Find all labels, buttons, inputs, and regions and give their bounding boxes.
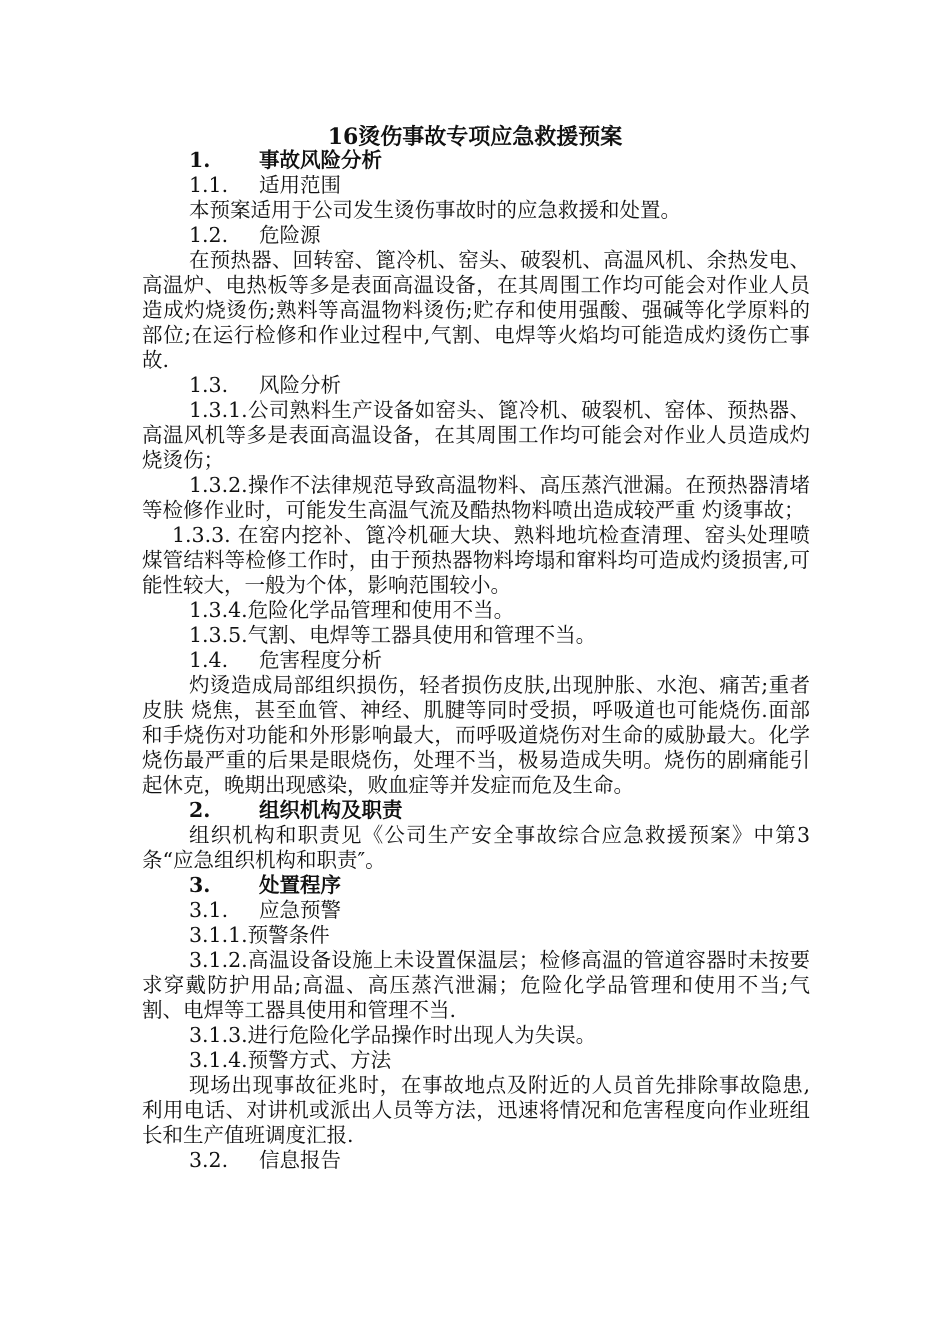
section-number: 2. (189, 798, 211, 822)
section-title: 风险分析 (259, 373, 341, 397)
document-title: 16烫伤事故专项应急救援预案 (327, 124, 623, 150)
section-title: 适用范围 (259, 173, 341, 197)
section-number: 3.2. (189, 1148, 229, 1172)
body-paragraph: 组织机构和职责见《公司生产安全事故综合应急救援预案》中第3条“应急组织机构和职责″。 (142, 823, 810, 872)
body-paragraph: 灼烫造成局部组织损伤，轻者损伤皮肤,出现肿胀、水泡、痛苦;重者皮肤 烧焦，甚至血管、神经、肌腱等同时受损，呼吸道也可能烧伤.面部和手烧伤对功能和外形影响最大，而呼吸道烧伤对生命的威胁最大。化学烧伤最严重的后果是眼烧伤，处理不当，极易造成失明。烧伤的剧痛能引 起休克，晚期出现感染，败血症等并发症而危及生命。 (142, 673, 810, 797)
body-paragraph: 1.3.1.公司熟料生产设备如窑头、篦冷机、破裂机、窑体、预热器、高温风机等多是表面高温设备，在其周围工作均可能会对作业人员造成灼烧烫伤； (142, 398, 810, 472)
section-title: 危险源 (259, 223, 321, 247)
section-title: 组织机构及职责 (259, 798, 403, 822)
section-number: 1.4. (189, 648, 229, 672)
subsection-heading (142, 373, 810, 398)
section-title: 应急预警 (259, 898, 341, 922)
section-title: 危害程度分析 (259, 648, 382, 672)
body-paragraph: 1.3.2.操作不法律规范导致高温物料、高压蒸汽泄漏。在预热器清堵等检修作业时，可能发生高温气流及酷热物料喷出造成较严重 灼烫事故； (142, 473, 810, 522)
body-paragraph: 3.1.3.进行危险化学品操作时出现人为失误。 (189, 1023, 597, 1047)
body-paragraph: 在预热器、回转窑、篦冷机、窑头、破裂机、高温风机、余热发电、高温炉、电热板等多是表面高温设备，在其周围工作均可能会对作业人员造成灼烧烫伤;熟料等高温物料烫伤;贮存和使用强酸、强碱等化学原料的部位;在运行检修和作业过程中,气割、电焊等火焰均可能造成灼烫伤亡事故. (142, 248, 810, 372)
subsection-heading (142, 223, 810, 248)
section-heading (142, 148, 810, 173)
body-paragraph: 1.3.3. 在窑内挖补、篦冷机砸大块、熟料地坑检查清理、窑头处理喷煤管结料等检修工作时，由于预热器物料垮塌和窜料均可造成灼烫损害,可能性较大，一般为个体，影响范围较小。 (142, 523, 810, 597)
section-number: 1.3. (189, 373, 229, 397)
section-title: 信息报告 (259, 1148, 341, 1172)
section-heading (142, 873, 810, 898)
section-number: 3.1. (189, 898, 229, 922)
section-heading (142, 798, 810, 823)
body-paragraph: 1.3.4.危险化学品管理和使用不当。 (189, 598, 515, 622)
body-paragraph: 3.1.4.预警方式、方法 (189, 1048, 392, 1072)
body-paragraph: 1.3.5.气割、电焊等工器具使用和管理不当。 (189, 623, 597, 647)
subsection-heading (142, 173, 810, 198)
section-number: 1.2. (189, 223, 229, 247)
section-title: 处置程序 (259, 873, 341, 897)
document-body (142, 148, 810, 1173)
subsection-heading (142, 898, 810, 923)
body-paragraph: 3.1.2.高温设备设施上未设置保温层；检修高温的管道容器时未按要求穿戴防护用品;高温、高压蒸汽泄漏；危险化学品管理和使用不当;气割、电焊等工器具使用和管理不当. (142, 948, 810, 1022)
body-paragraph: 本预案适用于公司发生烫伤事故时的应急救援和处置。 (189, 198, 681, 222)
subsection-heading (142, 648, 810, 673)
section-title: 事故风险分析 (259, 148, 382, 172)
body-paragraph: 3.1.1.预警条件 (189, 923, 330, 947)
section-number: 1.1. (189, 173, 229, 197)
section-number: 3. (189, 873, 211, 897)
subsection-heading (142, 1148, 810, 1173)
section-number: 1. (189, 148, 211, 172)
body-paragraph: 现场出现事故征兆时，在事故地点及附近的人员首先排除事故隐患,利用电话、对讲机或派出人员等方法，迅速将情况和危害程度向作业班组长和生产值班调度汇报. (142, 1073, 810, 1147)
